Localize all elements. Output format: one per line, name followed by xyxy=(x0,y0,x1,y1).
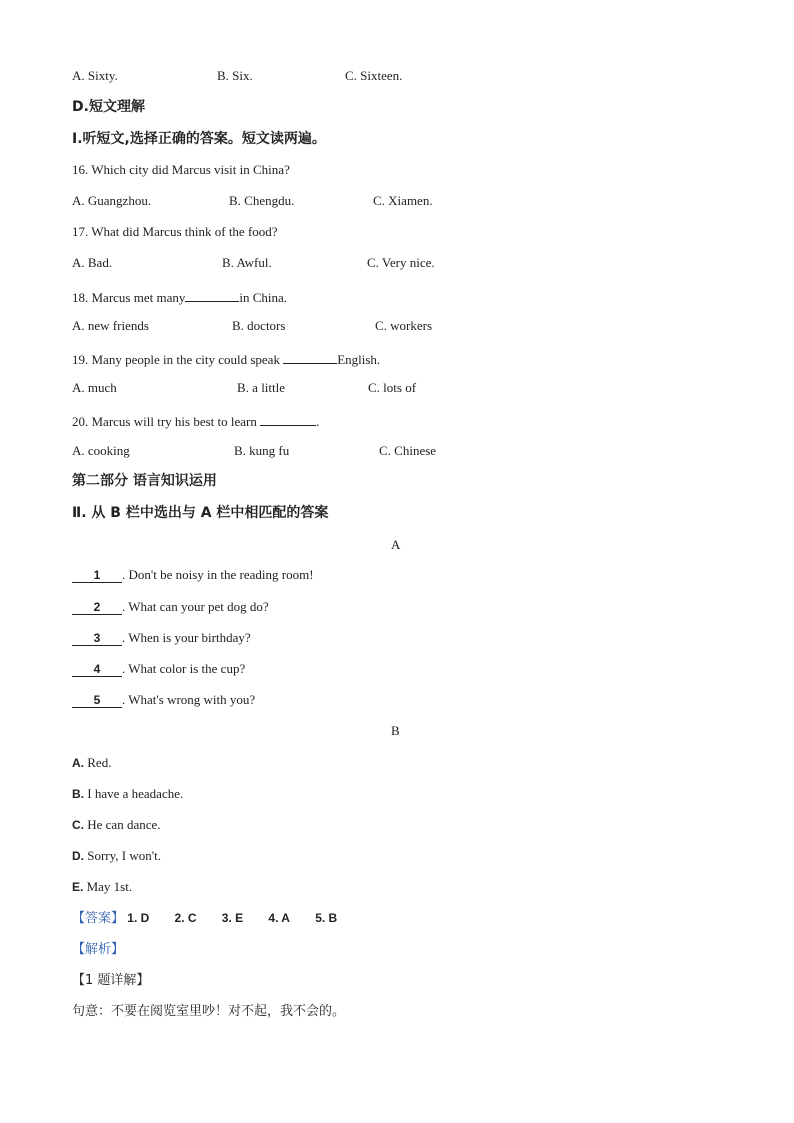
match-item-2 xyxy=(72,599,269,615)
match-option-a-text: Red. xyxy=(84,755,112,770)
match-option-e xyxy=(72,879,132,895)
analysis-tag: 【解析】 xyxy=(72,942,125,957)
question-20-stem xyxy=(72,411,319,430)
question-18-option-b: B. doctors xyxy=(232,318,286,333)
match-option-e-text: May 1st. xyxy=(83,879,133,894)
match-option-d xyxy=(72,848,161,864)
question-20-blank xyxy=(260,411,316,426)
match-option-a-letter: A. xyxy=(72,756,84,770)
match-item-4-text: . What color is the cup? xyxy=(122,661,246,676)
answer-3: 3. E xyxy=(221,911,244,925)
question-19-stem xyxy=(72,349,380,368)
match-item-5 xyxy=(72,692,255,708)
question-18-stem xyxy=(72,287,287,306)
question-19-stem-text: 19. Many people in the city could speak xyxy=(72,352,280,367)
answer-5: 5. B xyxy=(315,911,338,925)
match-item-3 xyxy=(72,630,251,646)
question-19-stem-end: English. xyxy=(337,352,381,367)
match-item-5-text: . What's wrong with you? xyxy=(122,692,256,707)
answer-2: 2. C xyxy=(174,911,197,925)
match-option-a xyxy=(72,755,111,771)
match-item-4 xyxy=(72,661,245,677)
part2-instructions: Ⅱ. 从 B 栏中选出与 A 栏中相匹配的答案 xyxy=(72,505,329,521)
detail-text: 句意：不要在阅览室里吵！对不起，我不会的。 xyxy=(72,1004,346,1019)
question-18-stem-text: 18. Marcus met many xyxy=(72,290,186,305)
question-19-option-c: C. lots of xyxy=(368,380,417,395)
question-20-stem-text: 20. Marcus will try his best to learn xyxy=(72,414,257,429)
answer-4: 4. A xyxy=(268,911,290,925)
match-item-3-number: 3 xyxy=(72,631,122,646)
match-option-c xyxy=(72,817,161,833)
match-item-1 xyxy=(72,567,314,583)
question-19-option-a: A. much xyxy=(72,380,117,395)
match-item-3-text: . When is your birthday? xyxy=(122,630,251,645)
question-16-stem: 16. Which city did Marcus visit in China? xyxy=(72,162,290,177)
q15-option-b: B. Six. xyxy=(217,68,253,83)
section-d-instructions: Ⅰ.听短文,选择正确的答案。短文读两遍。 xyxy=(72,131,326,147)
match-option-b-text: I have a headache. xyxy=(84,786,184,801)
part2-title: 第二部分 语言知识运用 xyxy=(72,473,217,489)
q15-option-c: C. Sixteen. xyxy=(345,68,403,83)
question-17-stem: 17. What did Marcus think of the food? xyxy=(72,224,278,239)
match-option-b xyxy=(72,786,183,802)
q15-option-a: A. Sixty. xyxy=(72,68,118,83)
column-a-label: A xyxy=(391,537,401,552)
question-16-option-c: C. Xiamen. xyxy=(373,193,433,208)
detail-title: 【1 题详解】 xyxy=(72,973,150,988)
match-item-1-text: . Don't be noisy in the reading room! xyxy=(122,567,314,582)
match-item-1-number: 1 xyxy=(72,568,122,583)
question-18-option-a: A. new friends xyxy=(72,318,149,333)
answer-line xyxy=(72,910,337,927)
question-20-option-a: A. cooking xyxy=(72,443,130,458)
section-d-heading: D.短文理解 xyxy=(72,99,145,115)
question-18-blank xyxy=(185,287,239,302)
match-option-c-letter: C. xyxy=(72,818,84,832)
question-17-option-b: B. Awful. xyxy=(222,255,272,270)
question-20-stem-end: . xyxy=(316,414,320,429)
match-option-d-letter: D. xyxy=(72,849,84,863)
match-option-e-letter: E. xyxy=(72,880,84,894)
match-item-4-number: 4 xyxy=(72,662,122,677)
answer-tag: 【答案】 xyxy=(72,911,125,926)
answer-1: 1. D xyxy=(127,911,150,925)
question-17-option-a: A. Bad. xyxy=(72,255,113,270)
question-20-option-b: B. kung fu xyxy=(234,443,290,458)
match-option-d-text: Sorry, I won't. xyxy=(84,848,161,863)
question-18-stem-end: in China. xyxy=(239,290,288,305)
question-20-option-c: C. Chinese xyxy=(379,443,437,458)
match-option-c-text: He can dance. xyxy=(84,817,161,832)
match-item-5-number: 5 xyxy=(72,693,122,708)
question-18-option-c: C. workers xyxy=(375,318,433,333)
match-item-2-number: 2 xyxy=(72,600,122,615)
question-19-option-b: B. a little xyxy=(237,380,286,395)
match-item-2-text: . What can your pet dog do? xyxy=(122,599,269,614)
column-b-label: B xyxy=(391,723,400,738)
question-19-blank xyxy=(283,349,337,364)
match-option-b-letter: B. xyxy=(72,787,84,801)
question-16-option-a: A. Guangzhou. xyxy=(72,193,152,208)
question-17-option-c: C. Very nice. xyxy=(367,255,435,270)
question-16-option-b: B. Chengdu. xyxy=(229,193,295,208)
